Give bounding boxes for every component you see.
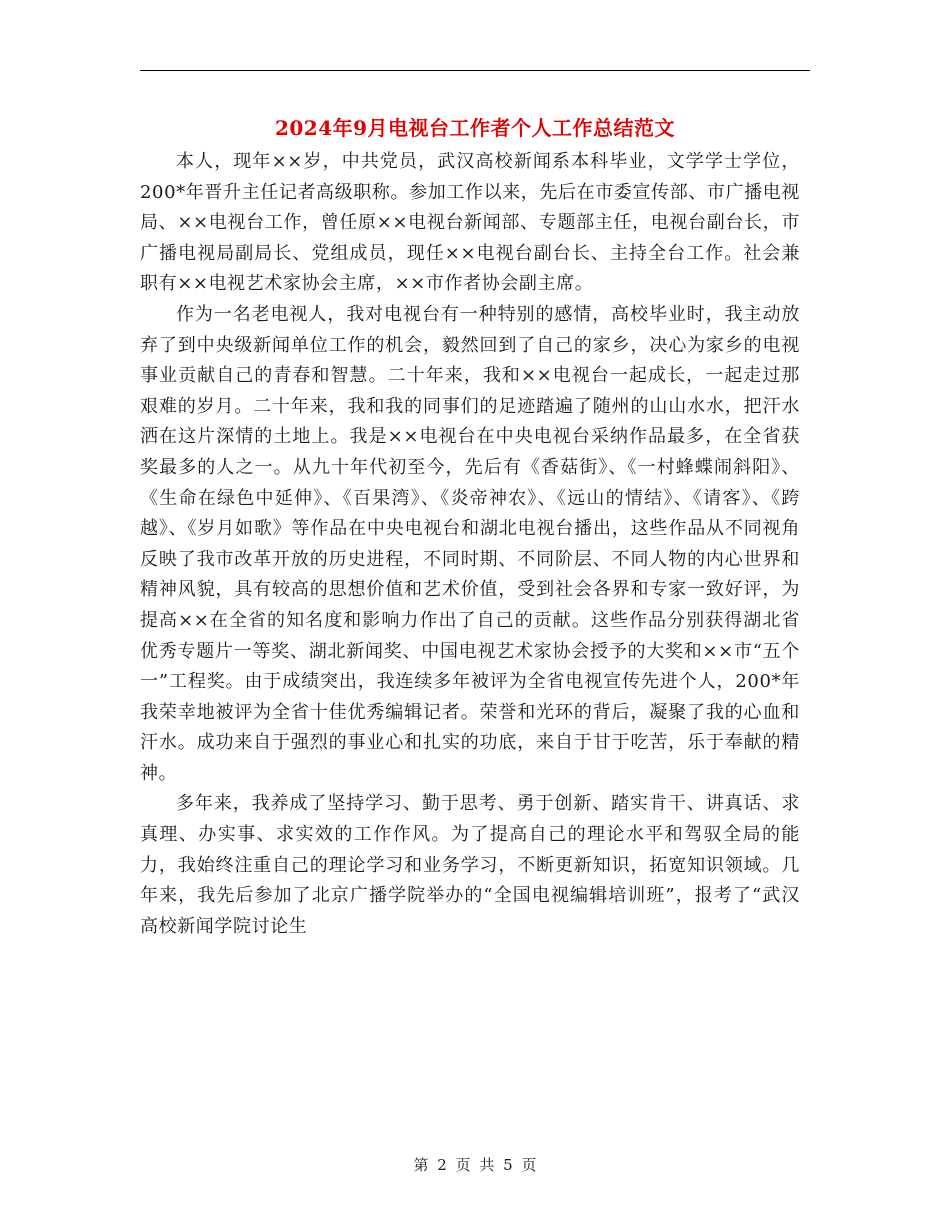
- paragraph-3: 多年来，我养成了坚持学习、勤于思考、勇于创新、踏实肯干、讲真话、求真理、办实事、求实效的工作作风。为了提高自己的理论水平和驾驭全局的能力，我始终注重自己的理论学习和业务学习，不断更新知识，拓宽知识领域。几年来，我先后参加了北京广播学院举办的“全国电视编辑培训班”，报考了“武汉高校新闻学院讨论生: [140, 793, 800, 937]
- document-body: [140, 147, 800, 942]
- header-rule: [140, 70, 810, 71]
- paragraph-2: 作为一名老电视人，我对电视台有一种特别的感情，高校毕业时，我主动放弃了到中央级新闻单位工作的机会，毅然回到了自己的家乡，决心为家乡的电视事业贡献自己的青春和智慧。二十年来，我和××电视台一起成长，一起走过那艰难的岁月。二十年来，我和我的同事们的足迹踏遍了随州的山山水水，把汗水洒在这片深情的土地上。我是××电视台在中央电视台采纳作品最多，在全省获奖最多的人之一。从九十年代初至今，先后有《香菇街》、《一村蜂蝶闹斜阳》、《生命在绿色中延伸》、《百果湾》、《炎帝神农》、《远山的情结》、《请客》、《跨越》、《岁月如歌》等作品在中央电视台和湖北电视台播出，这些作品从不同视角反映了我市改革开放的历史进程，不同时期、不同阶层、不同人物的内心世界和精神风貌，具有较高的思想价值和艺术价值，受到社会各界和专家一致好评，为提高××在全省的知名度和影响力作出了自己的贡献。这些作品分别获得湖北省优秀专题片一等奖、湖北新闻奖、中国电视艺术家协会授予的大奖和××市“五个一”工程奖。由于成绩突出，我连续多年被评为全省电视宣传先进个人，200*年我荣幸地被评为全省十佳优秀编辑记者。荣誉和光环的背后，凝聚了我的心血和汗水。成功来自于强烈的事业心和扎实的功底，来自于甘于吃苦，乐于奉献的精神。: [140, 303, 800, 784]
- page-number-footer: 第 2 页 共 5 页: [413, 1156, 537, 1174]
- document-title: 2024年9月电视台工作者个人工作总结范文: [274, 116, 676, 140]
- paragraph-1: 本人，现年××岁，中共党员，武汉高校新闻系本科毕业，文学学士学位，200*年晋升主任记者高级职称。参加工作以来，先后在市委宣传部、市广播电视局、××电视台工作，曾任原××电视台新闻部、专题部主任，电视台副台长，市广播电视局副局长、党组成员，现任××电视台副台长、主持全台工作。社会兼职有××电视艺术家协会主席，××市作者协会副主席。: [140, 151, 800, 295]
